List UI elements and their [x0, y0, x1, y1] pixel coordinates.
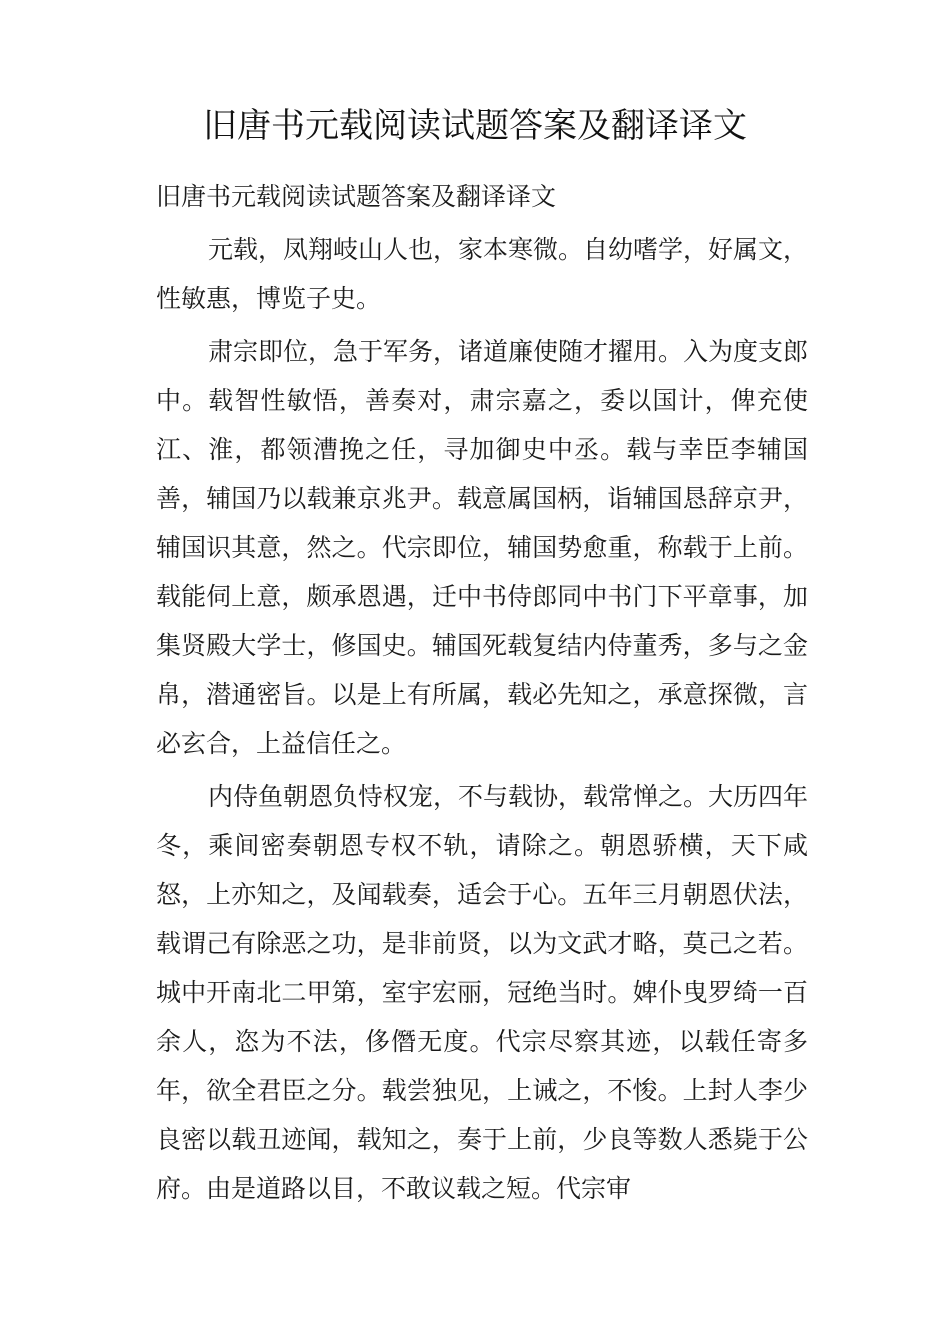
document-body: [156, 172, 808, 1213]
paragraph-1: 元载，凤翔岐山人也，家本寒微。自幼嗜学，好属文，性敏惠，博览子史。: [156, 235, 809, 313]
paragraph-2: 肃宗即位，急于军务，诸道廉使随才擢用。入为度支郎中。载智性敏悟，善奏对，肃宗嘉之，委以国计，俾充使江、淮，都领漕挽之任，寻加御史中丞。载与幸臣李辅国善，辅国乃以载兼京兆尹。载意属国柄，诣辅国恳辞京尹，辅国识其意，然之。代宗即位，辅国势愈重，称载于上前。载能伺上意，颇承恩遇，迁中书侍郎同中书门下平章事，加集贤殿大学士，修国史。辅国死载复结内侍董秀，多与之金帛，潜通密旨。以是上有所属，载必先知之，承意探微，言必玄合，上益信任之。: [156, 337, 809, 758]
document-title: 旧唐书元载阅读试题答案及翻译译文: [203, 106, 747, 146]
paragraph-3: 内侍鱼朝恩负恃权宠，不与载协，载常惮之。大历四年冬，乘间密奏朝恩专权不轨，请除之。朝恩骄横，天下咸怒，上亦知之，及闻载奏，适会于心。五年三月朝恩伏法，载谓己有除恶之功，是非前贤，以为文武才略，莫己之若。城中开南北二甲第，室宇宏丽，冠绝当时。婢仆曳罗绮一百余人，恣为不法，侈僭无度。代宗尽察其迹，以载任寄多年，欲全君臣之分。载尝独见，上诫之，不悛。上封人李少良密以载丑迹闻，载知之，奏于上前，少良等数人悉毙于公府。由是道路以目，不敢议载之短。代宗审: [156, 782, 809, 1203]
document-subtitle: 旧唐书元载阅读试题答案及翻译译文: [156, 182, 557, 211]
